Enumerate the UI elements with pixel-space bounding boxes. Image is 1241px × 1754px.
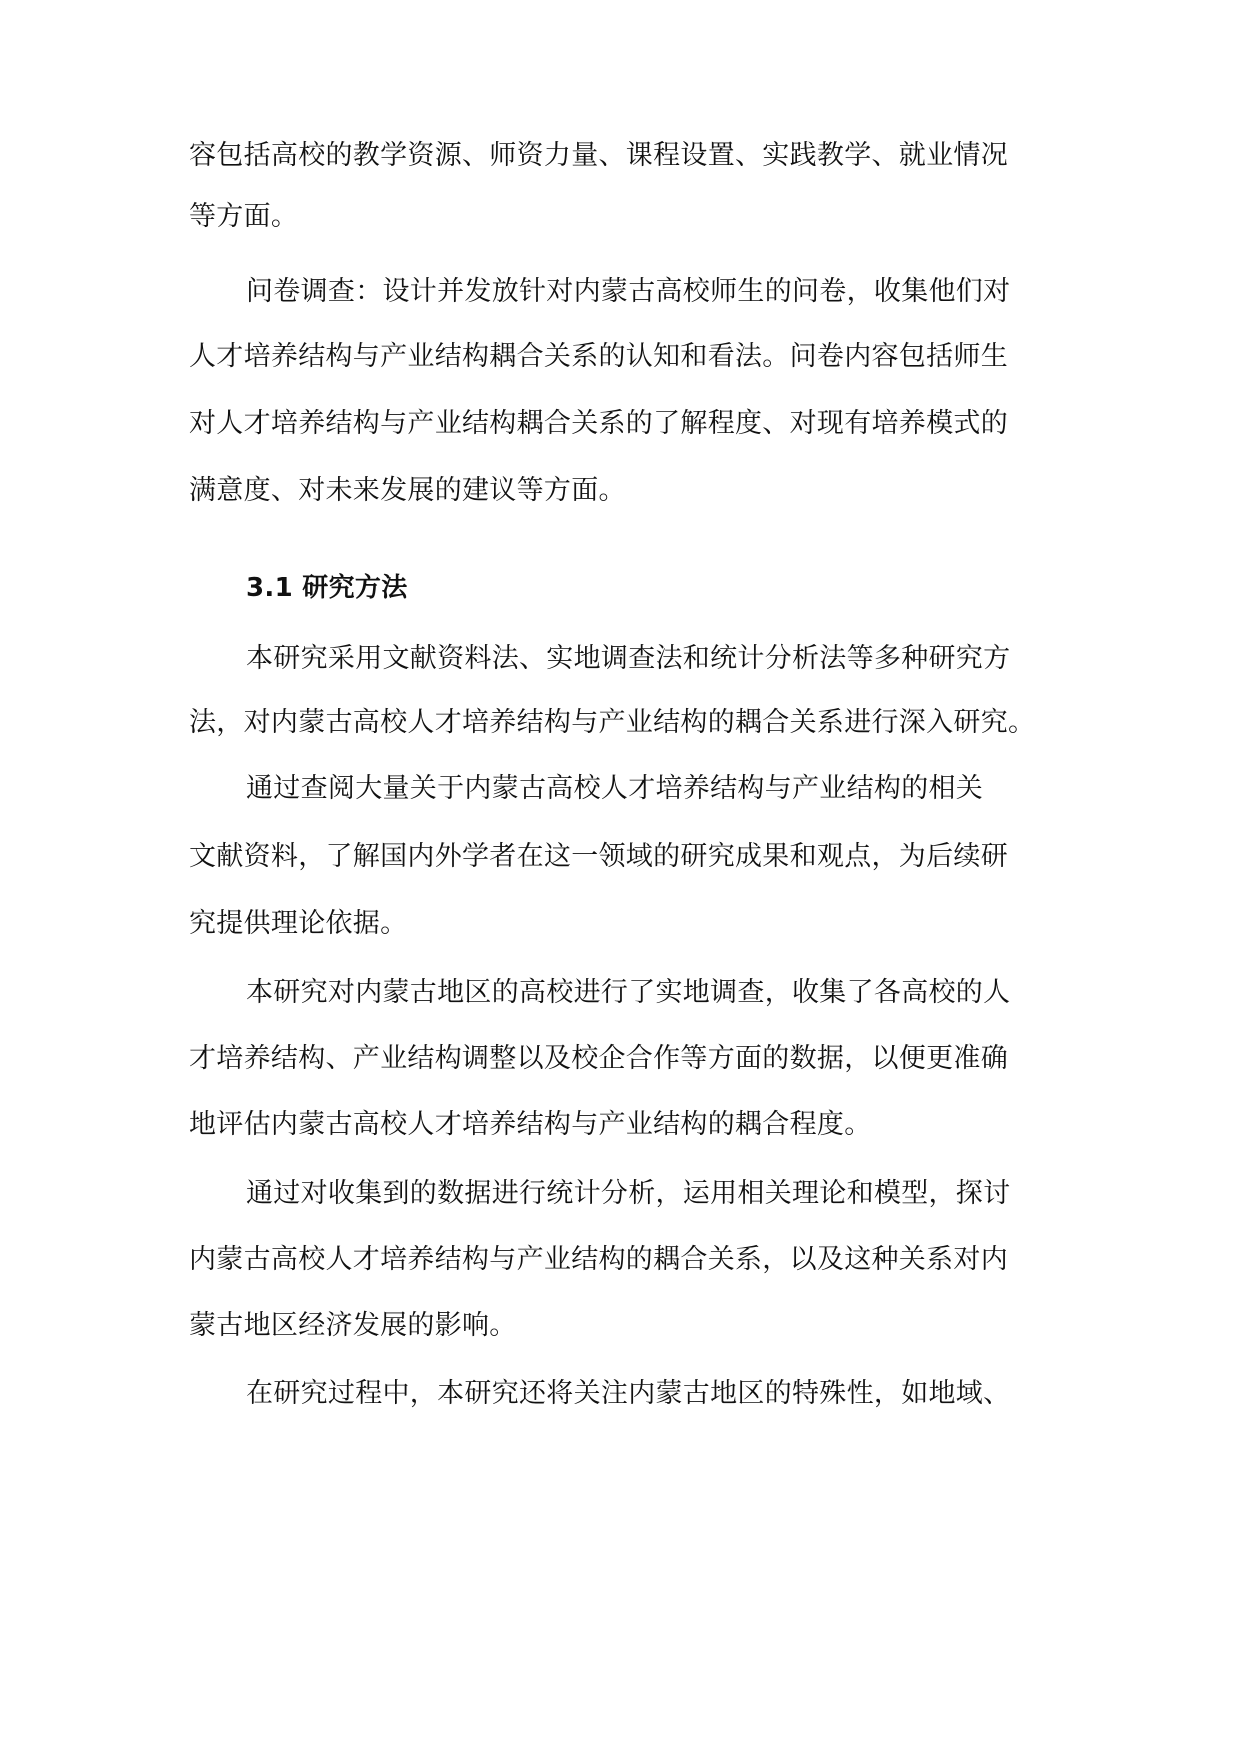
body-text-line: 等方面。 (189, 201, 299, 232)
body-text-line: 法，对内蒙古高校人才培养结构与产业结构的耦合关系进行深入研究。 (189, 707, 1036, 738)
body-text-line: 蒙古地区经济发展的影响。 (189, 1310, 517, 1341)
body-text-line: 对人才培养结构与产业结构耦合关系的了解程度、对现有培养模式的 (189, 408, 1008, 439)
body-text-line: 地评估内蒙古高校人才培养结构与产业结构的耦合程度。 (189, 1109, 872, 1140)
body-text-line: 才培养结构、产业结构调整以及校企合作等方面的数据，以便更准确 (189, 1043, 1008, 1074)
body-text-line: 问卷调查：设计并发放针对内蒙古高校师生的问卷，收集他们对 (246, 276, 1011, 307)
body-text-line: 内蒙古高校人才培养结构与产业结构的耦合关系，以及这种关系对内 (189, 1244, 1008, 1275)
body-text-line: 通过查阅大量关于内蒙古高校人才培养结构与产业结构的相关 (246, 773, 984, 804)
body-text-line: 文献资料，了解国内外学者在这一领域的研究成果和观点，为后续研 (189, 841, 1008, 872)
section-heading: 3.1 研究方法 (246, 573, 408, 603)
body-text-line: 人才培养结构与产业结构耦合关系的认知和看法。问卷内容包括师生 (189, 341, 1008, 372)
body-text-line: 本研究对内蒙古地区的高校进行了实地调查，收集了各高校的人 (246, 977, 1011, 1008)
body-text-line: 满意度、对未来发展的建议等方面。 (189, 475, 626, 506)
body-text-line: 在研究过程中，本研究还将关注内蒙古地区的特殊性，如地域、 (246, 1378, 1011, 1409)
body-text-line: 通过对收集到的数据进行统计分析，运用相关理论和模型，探讨 (246, 1178, 1011, 1209)
body-text-line: 容包括高校的教学资源、师资力量、课程设置、实践教学、就业情况 (189, 140, 1008, 171)
body-text-line: 究提供理论依据。 (189, 908, 408, 939)
body-text-line: 本研究采用文献资料法、实地调查法和统计分析法等多种研究方 (246, 643, 1011, 674)
